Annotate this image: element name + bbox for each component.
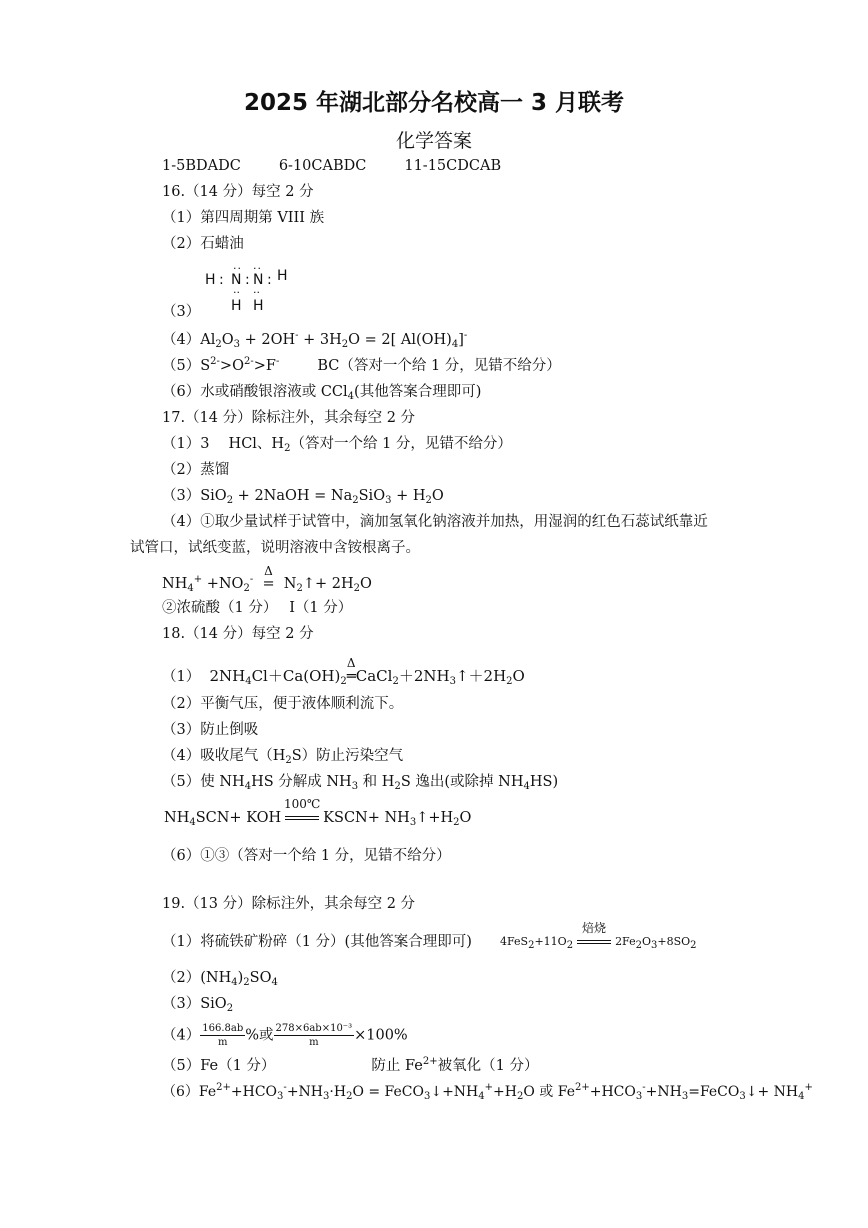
q19-answer-3: （3）SiO$_2$ (162, 996, 234, 1014)
q19-answer-6: $(6)Fe^{2+}+HCO_3^-+NH_3\cdot H_2O$ = $FeCO_3↓+NH_4^++H_2O$ 或 $Fe^{2+}+HCO_3^-+NH_3=FeCO_3↓+ NH_4^+$ (162, 1082, 813, 1102)
q19-header: 19.（13 分）除标注外，其余每空 2 分 (162, 896, 416, 912)
q16-answer-5: $(5)S^{2-}>O^{2-}>F^-$ BC（答对一个给 1 分，见错不给分） (162, 356, 561, 374)
q17-answer-4-part2: ②浓硫酸（1 分） I（1 分） (162, 600, 353, 616)
q19-answer-5: （5）Fe（1 分） 防止 $Fe^{2+}$被氧化（1 分） (162, 1056, 539, 1074)
q16-answer-4: $(4)Al_2O_3 + 2OH^- + 3H_2O = 2$[ $Al(OH)_4]^-$ (162, 330, 468, 350)
q16-answer-1: （1）第四周期第 VIII 族 (162, 210, 325, 226)
page-subtitle: 化学答案 (395, 130, 472, 152)
q17-equation: $NH_4^+ +NO_2^-$ Δ = $N_2↑+ 2H_2O$ (162, 564, 372, 594)
q19-equation: $4FeS_2+11O_2$ 焙烧 $2Fe_2O_3+8SO_2$ (500, 921, 697, 951)
q18-answer-6: （6）①③（答对一个给 1 分，见错不给分） (162, 848, 451, 864)
q17-answer-2: （2）蒸馏 (162, 462, 230, 478)
q17-answer-1: （1）3 HCl、$H_2$（答对一个给 1 分，见错不给分） (162, 436, 512, 454)
q18-answer-2: （2）平衡气压，便于液体顺利流下。 (162, 696, 404, 712)
q18-answer-1: （1） $2NH_4Cl+Ca(OH)_2$ Δ $═CaCl_2+2NH_3↑+2H_2O$ (162, 656, 525, 687)
q18-header: 18.（14 分）每空 2 分 (162, 626, 314, 642)
q16-answer-6: （6）水或硝酸银溶液或 CCl$_4$(其他答案合理即可) (162, 384, 482, 402)
mcq-1-5: 1-5BDADC (162, 158, 241, 174)
q17-header: 17.（14 分）除标注外，其余每空 2 分 (162, 410, 416, 426)
q19-answer-4: （4） $\frac{166.8ab}{m}$ %或 $\frac{\text{278×6ab×10⁻³}}{m}$ ×100% (162, 1023, 408, 1048)
q17-answer-4-line1: （4）①取少量试样于试管中，滴加氢氧化钠溶液并加热，用湿润的红色石蕊试纸靠近 (162, 514, 708, 530)
hydrazine-electron-formula: ·· ·· H : N : N : H ·· ·· H H (205, 262, 288, 314)
mcq-11-15: 11-15CDCAB (404, 158, 502, 174)
q17-answer-3: （3）SiO$_2$ + 2NaOH = $Na_2SiO_3 + H_2O$ (162, 488, 444, 506)
q17-answer-4-line2: 试管口，试纸变蓝，说明溶液中含铵根离子。 (130, 540, 420, 556)
q16-header: 16.（14 分）每空 2 分 (162, 184, 314, 200)
q16-answer-2: （2）石蜡油 (162, 236, 244, 252)
mcq-answers (162, 156, 501, 176)
q16-answer-3: （3） (162, 304, 201, 320)
page-title: 2025 年湖北部分名校高一 3 月联考 (243, 90, 625, 116)
q18-answer-5: （5）使 $NH_4HS$ 分解成 $NH_3$ 和 $H_2S$ 逸出(或除掉 $NH_4HS$) (162, 774, 559, 792)
mcq-6-10: 6-10CABDC (278, 158, 367, 174)
q19-answer-1: （1）将硫铁矿粉碎（1 分）(其他答案合理即可) (162, 934, 472, 950)
q18-answer-4: （4）吸收尾气$(H_2S)$防止污染空气 (162, 748, 404, 766)
q18-answer-3: （3）防止倒吸 (162, 722, 259, 738)
q19-answer-2: $(2)(NH_4)_2SO_4$ (162, 970, 278, 988)
q18-equation: $NH_4SCN+$ KOH 100℃ KSCN+ $NH_3↑+H_2O$ (164, 797, 472, 828)
